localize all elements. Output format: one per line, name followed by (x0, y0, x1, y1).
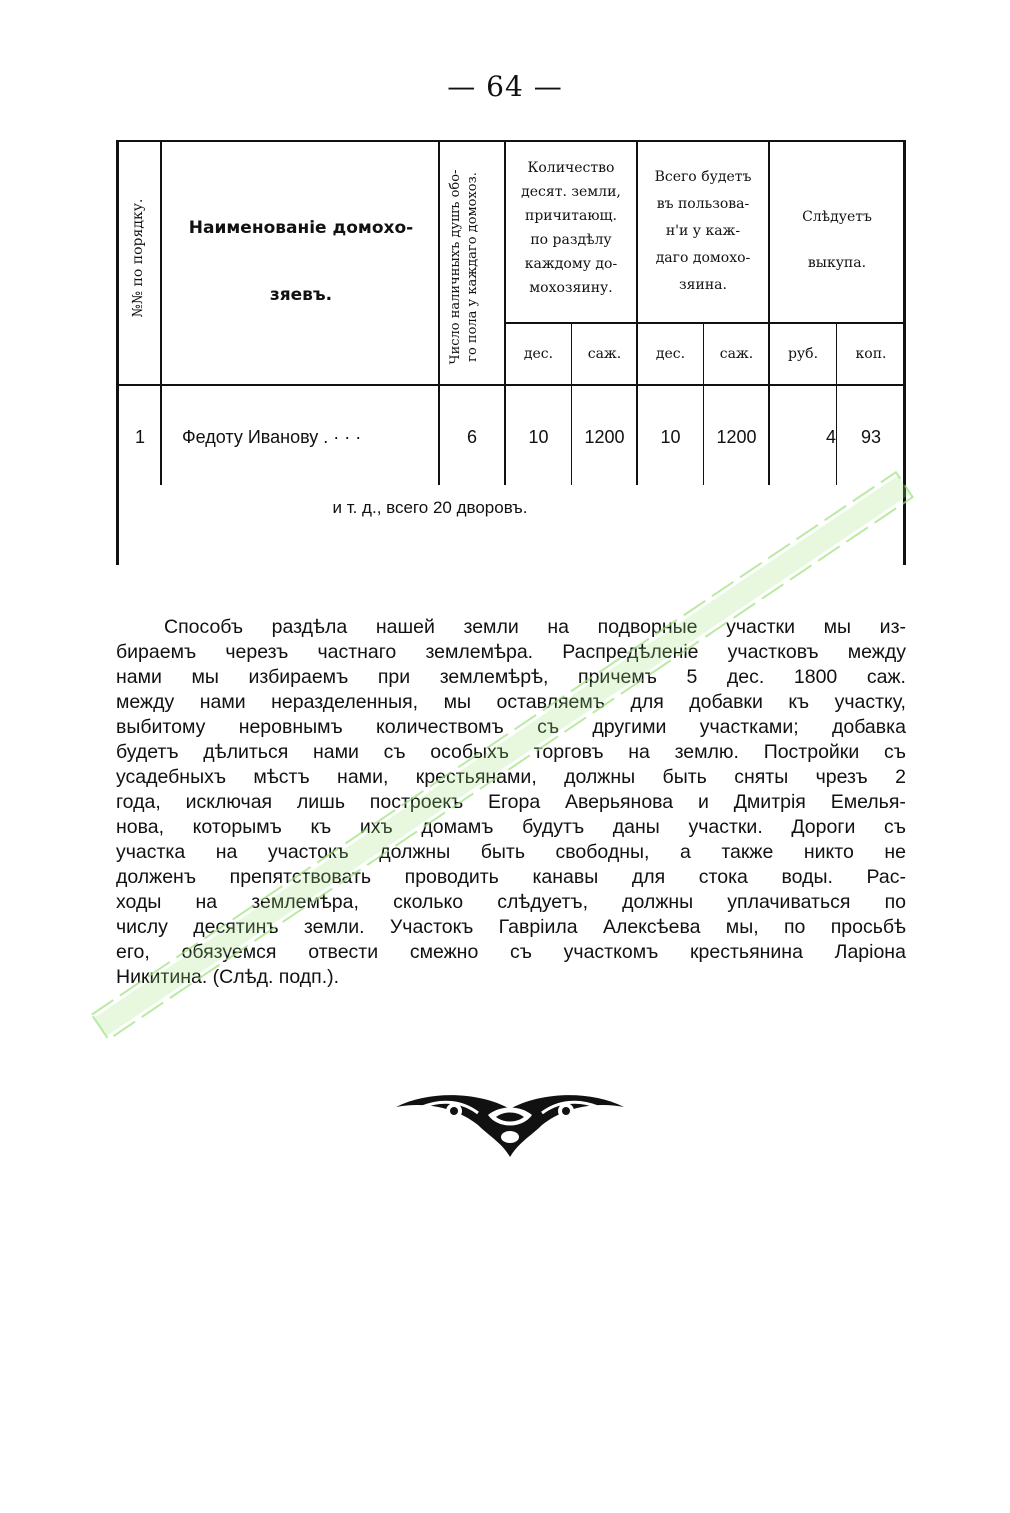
body-line-3: нами мы избираемъ при землемѣрѣ, причемъ 5 дес. 1800 саж. (116, 666, 906, 688)
header-souls-line1: Число наличныхъ душъ обо- (448, 169, 463, 365)
row-rub: 4 (825, 427, 836, 447)
header-total-l3: н'и у каж- (665, 223, 741, 239)
body-line-1: Способъ раздѣла нашей земли на подворные участки мы из- (164, 616, 906, 638)
header-souls (447, 147, 481, 387)
header-land-l4: по раздѣлу (530, 232, 612, 248)
tailpiece-ornament-icon (392, 1085, 628, 1160)
row-total-saz: 1200 (716, 427, 757, 447)
subcol-rule-1 (571, 323, 572, 485)
body-line-6: будетъ дѣлиться нами съ особыхъ торговъ на землю. Постройки съ (116, 741, 906, 763)
header-land-l6: мохозяину. (529, 280, 613, 296)
header-order: №№ по порядку. (130, 198, 146, 318)
body-line-14: его, обязуемся отвести смежно съ участкомъ крестьянина Ларіона (116, 941, 906, 963)
header-land-saz: саж. (587, 346, 622, 362)
header-total-saz: саж. (719, 346, 754, 362)
header-land-l1: Количество (527, 160, 615, 176)
header-name-line2: зяевъ. (269, 285, 333, 305)
header-total-des: дес. (655, 346, 686, 362)
header-land-l5: каждому до- (524, 256, 618, 272)
header-souls-line2: го пола у каждаго домохоз. (465, 172, 480, 362)
header-land-l2: десят. земли, (521, 184, 621, 200)
row-total-des: 10 (660, 427, 681, 447)
body-line-15: Никитина. (Слѣд. подп.). (116, 966, 340, 988)
table-border-left (116, 140, 119, 565)
body-line-9: нова, которымъ къ ихъ домамъ будутъ даны участки. Дороги съ (116, 816, 906, 838)
body-line-4: между нами неразделенныя, мы оставляемъ для добавки къ участку, (116, 691, 906, 713)
row-num: 1 (134, 427, 145, 447)
header-land-des: дес. (523, 346, 554, 362)
body-line-10: участка на участокъ должны быть свободны, а также никто не (116, 841, 906, 863)
row-land-saz: 1200 (584, 427, 625, 447)
subheader-rule (504, 322, 904, 324)
row-land-des: 10 (528, 427, 549, 447)
header-redeem-l2: выкупа. (807, 255, 867, 271)
header-kop: коп. (855, 346, 887, 362)
col-rule-1 (160, 140, 162, 485)
subcol-rule-3 (836, 323, 837, 485)
header-land-l3: причитающ. (525, 208, 617, 224)
header-rub: руб. (787, 346, 819, 362)
row-souls: 6 (466, 427, 477, 447)
page-number: — 64 — (447, 70, 563, 103)
header-total-l4: даго домохо- (655, 250, 751, 266)
row-name: Федоту Иванову . · · · (182, 427, 362, 447)
body-line-12: ходы на землемѣра, сколько слѣдуетъ, должны уплачиваться по (116, 891, 906, 913)
body-line-2: бираемъ черезъ частнаго землемѣра. Распредѣленіе участковъ между (116, 641, 906, 663)
header-total-l1: Всего будетъ (654, 169, 752, 185)
header-total (638, 164, 768, 299)
body-line-11: долженъ препятствовать проводить канавы для стока воды. Рас- (116, 866, 906, 888)
header-total-l2: въ пользова- (656, 196, 750, 212)
body-line-5: выбитому неровнымъ количествомъ съ другими участками; добавка (116, 716, 906, 738)
header-redeem-l1: Слѣдуетъ (802, 209, 872, 225)
body-line-13: числу десятинъ земли. Участокъ Гавріила Алексѣева мы, по просьбѣ (116, 916, 906, 938)
subcol-rule-2 (703, 323, 704, 485)
header-total-l5: зяина. (679, 277, 727, 293)
header-bottom-rule (116, 384, 906, 386)
body-line-8: года, исключая лишь построекъ Егора Аверьянова и Дмитрія Емелья- (116, 791, 906, 813)
table-footnote: и т. д., всего 20 дворовъ. (332, 498, 528, 517)
header-name-line1: Наименованіе домохо- (188, 218, 414, 238)
row-kop: 93 (860, 427, 882, 447)
body-line-7: усадебныхъ мѣстъ нами, крестьянами, должны быть сняты чрезъ 2 (116, 766, 906, 788)
header-land (506, 156, 636, 300)
table-border-top (116, 140, 906, 142)
header-redeem (770, 194, 904, 286)
body-paragraph (116, 615, 906, 990)
